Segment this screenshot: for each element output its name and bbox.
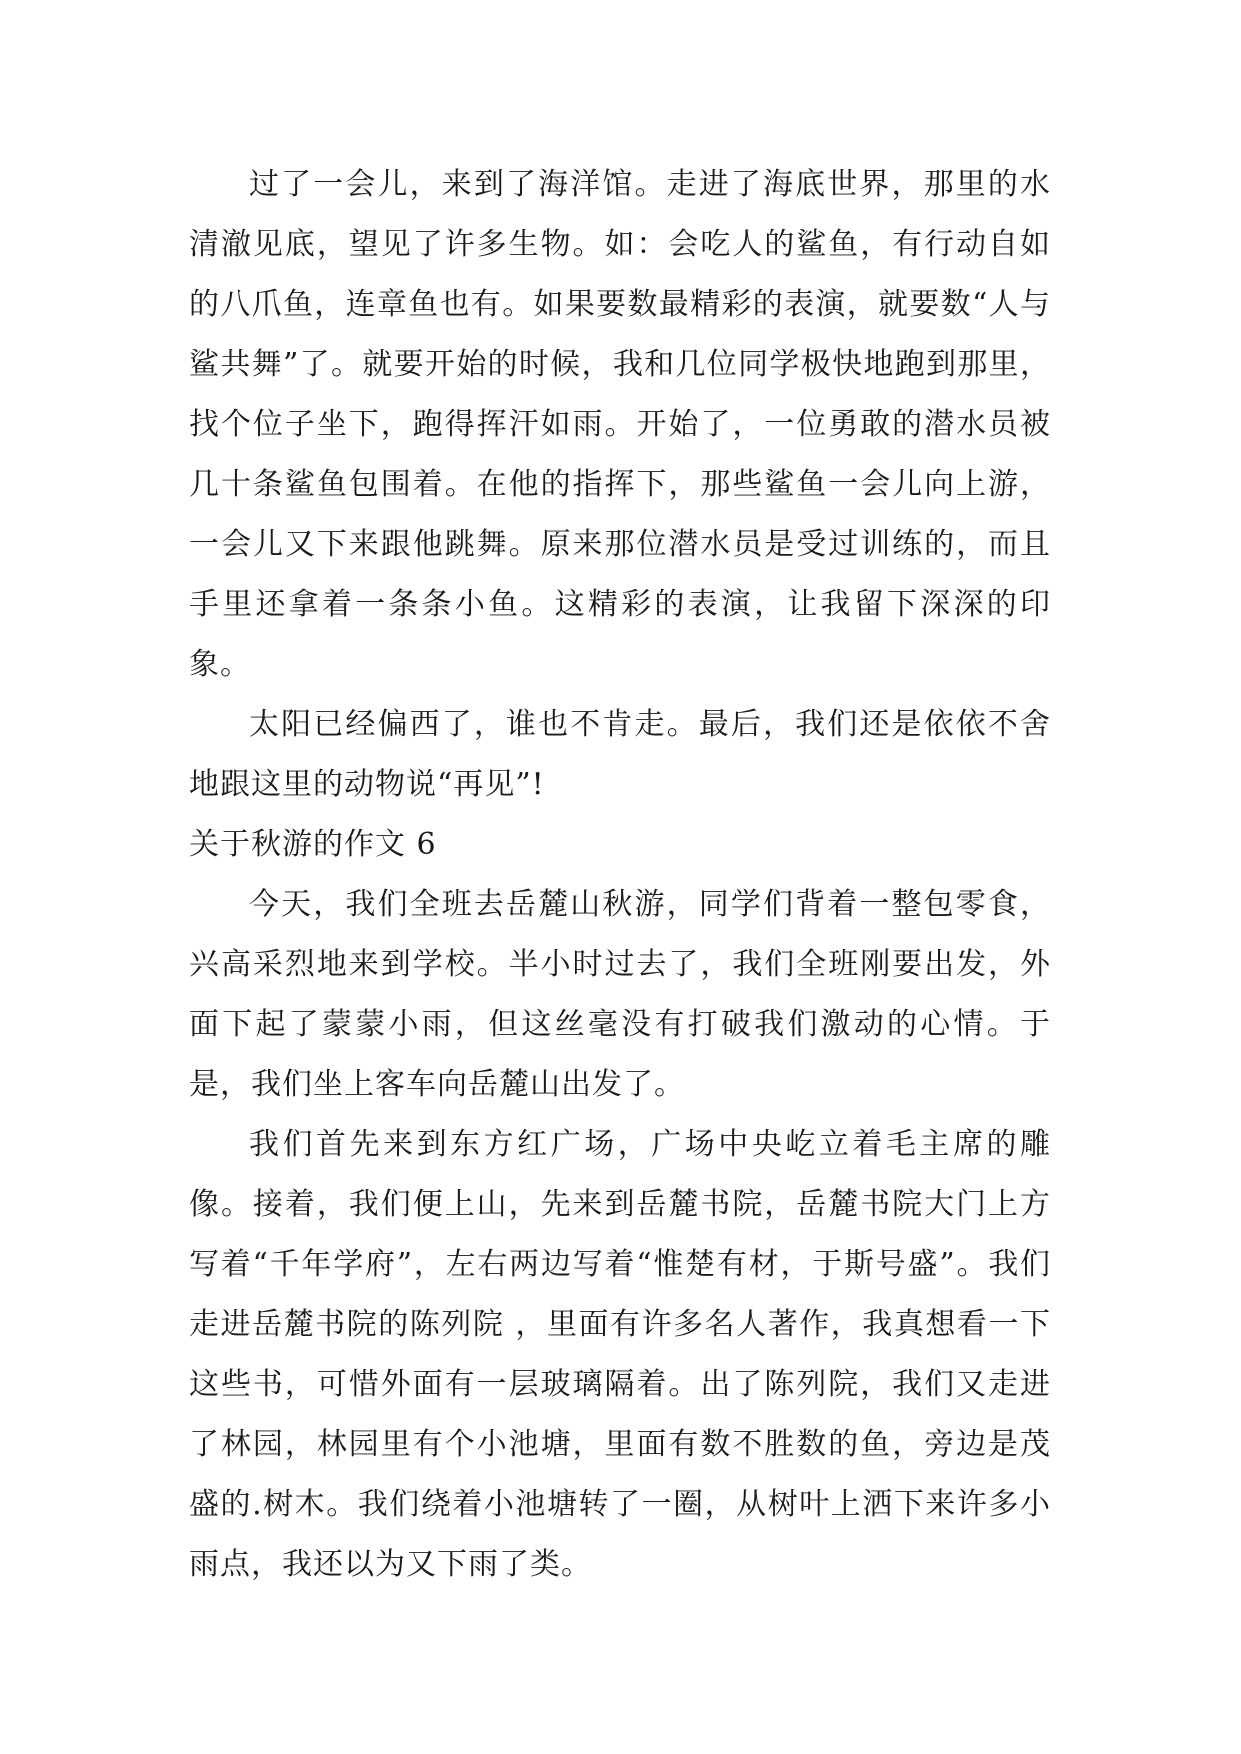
- paragraph-yuelu-academy: 我们首先来到东方红广场，广场中央屹立着毛主席的雕像。接着，我们便上山，先来到岳麓书院，岳麓书院大门上方写着“千年学府”，左右两边写着“惟楚有材，于斯号盛”。我们走进岳麓书院的陈列院 ，里面有许多名人著作，我真想看一下这些书，可惜外面有一层玻璃隔着。出了陈列院，我们又走进了林园，林园里有个小池塘，里面有数不胜数的鱼，旁边是茂盛的.树木。我们绕着小池塘转了一圈，从树叶上洒下来许多小雨点，我还以为又下雨了类。: [189, 1127, 1051, 1582]
- paragraph-departure: 今天，我们全班去岳麓山秋游，同学们背着一整包零食，兴高采烈地来到学校。半小时过去了，我们全班刚要出发，外面下起了蒙蒙小雨，但这丝毫没有打破我们激动的心情。于是，我们坐上客车向岳麓山出发了。: [189, 887, 1051, 1102]
- paragraph-farewell: 太阳已经偏西了，谁也不肯走。最后，我们还是依依不舍地跟这里的动物说“再见”!: [189, 707, 1051, 802]
- paragraph-ocean-hall: 过了一会儿，来到了海洋馆。走进了海底世界，那里的水清澈见底，望见了许多生物。如：会吃人的鲨鱼，有行动自如的八爪鱼，连章鱼也有。如果要数最精彩的表演，就要数“人与鲨共舞”了。就要开始的时候，我和几位同学极快地跑到那里，找个位子坐下，跑得挥汗如雨。开始了，一位勇敢的潜水员被几十条鲨鱼包围着。在他的指挥下，那些鲨鱼一会儿向上游，一会儿又下来跟他跳舞。原来那位潜水员是受过训练的，而且手里还拿着一条条小鱼。这精彩的表演，让我留下深深的印象。: [189, 167, 1051, 682]
- document-page: [189, 155, 1051, 1595]
- section-title: 关于秋游的作文 6: [189, 827, 437, 862]
